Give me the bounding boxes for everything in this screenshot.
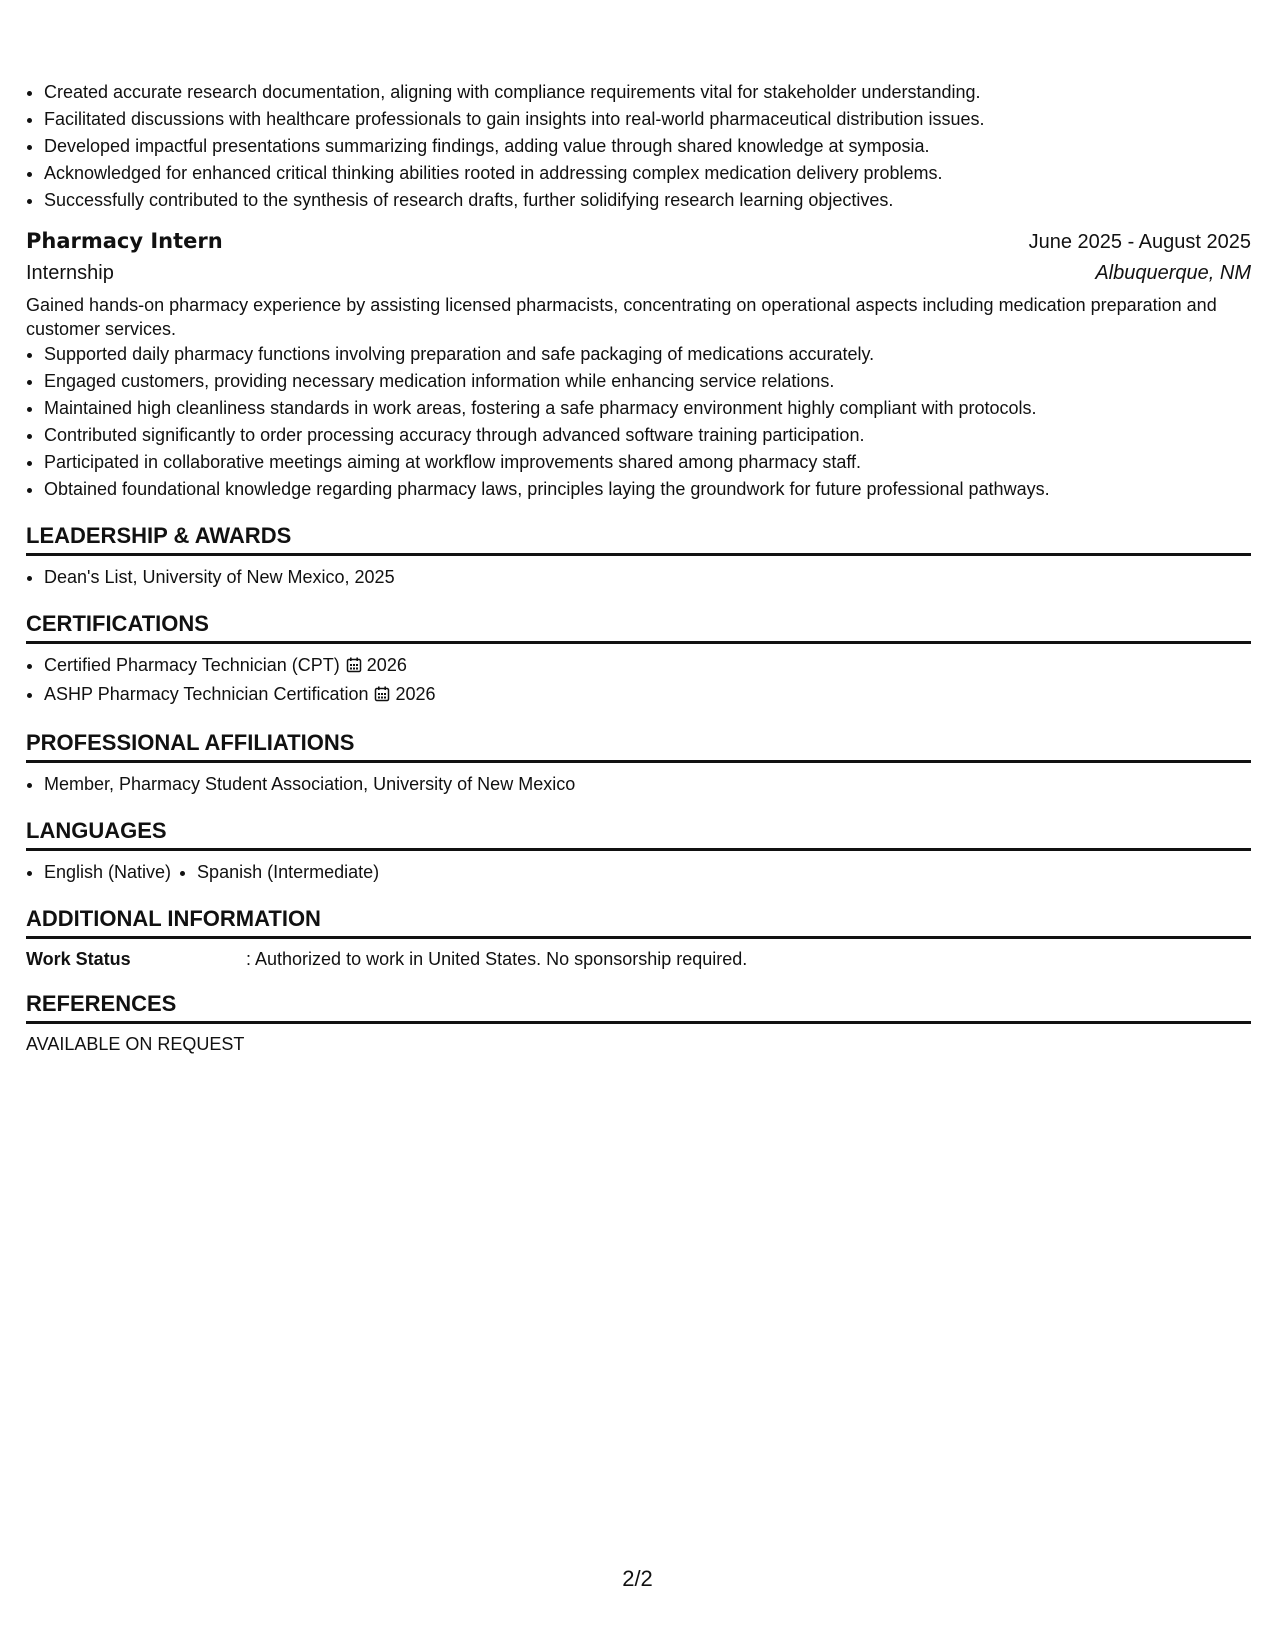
- job-location: Albuquerque, NM: [1095, 262, 1251, 284]
- job-subheader: [26, 259, 1251, 287]
- certifications-list: [26, 652, 1251, 710]
- section-title-additional: ADDITIONAL INFORMATION: [26, 904, 1251, 939]
- list-item: [44, 652, 1251, 681]
- list-item: • Developed impactful presentations summarizing findings, adding value through shared knowledge at symposia.: [44, 133, 1251, 160]
- work-status-label: Work Status: [26, 949, 131, 969]
- list-item: • Successfully contributed to the synthesis of research drafts, further solidifying research learning objectives.: [44, 187, 1251, 214]
- work-status-value: : Authorized to work in United States. No sponsorship required.: [246, 949, 748, 969]
- list-item: [44, 681, 1251, 710]
- list-item: • Engaged customers, providing necessary medication information while enhancing service relations.: [44, 368, 1251, 395]
- certification-year: 2026: [366, 655, 407, 675]
- references-text: AVAILABLE ON REQUEST: [26, 1034, 245, 1054]
- calendar-icon: [374, 683, 390, 710]
- job-bullet-list: [26, 341, 1251, 503]
- job-summary: Gained hands-on pharmacy experience by assisting licensed pharmacists, concentrating on operational aspects including medication preparation and customer services.: [26, 295, 1217, 339]
- list-item: • Participated in collaborative meetings aiming at workflow improvements shared among pharmacy staff.: [44, 449, 1251, 476]
- languages-list: [26, 859, 1251, 886]
- list-item: • Contributed significantly to order processing accuracy through advanced software training participation.: [44, 422, 1251, 449]
- calendar-icon: [346, 654, 362, 681]
- job-dates: June 2025 - August 2025: [1028, 231, 1251, 253]
- job-title: Pharmacy Intern: [26, 229, 223, 253]
- research-bullet-list: [26, 79, 1251, 214]
- list-item: • Spanish (Intermediate): [197, 859, 379, 886]
- list-item: • Created accurate research documentation, aligning with compliance requirements vital for stakeholder understanding.: [44, 79, 1251, 106]
- section-title-references: REFERENCES: [26, 989, 1251, 1024]
- list-item: • Supported daily pharmacy functions involving preparation and safe packaging of medications accurately.: [44, 341, 1251, 368]
- leadership-list: [26, 564, 1251, 591]
- resume-page: [26, 0, 1251, 1056]
- page-number: 2/2: [622, 1566, 653, 1591]
- certification-name: Certified Pharmacy Technician (CPT): [44, 655, 340, 675]
- section-title-certifications: CERTIFICATIONS: [26, 609, 1251, 644]
- list-item: • Acknowledged for enhanced critical thinking abilities rooted in addressing complex medication delivery problems.: [44, 160, 1251, 187]
- list-item: • English (Native): [44, 859, 171, 886]
- certification-name: ASHP Pharmacy Technician Certification: [44, 684, 369, 704]
- list-item: • Dean's List, University of New Mexico, 2025: [44, 564, 1251, 591]
- list-item: • Maintained high cleanliness standards in work areas, fostering a safe pharmacy environment highly compliant with protocols.: [44, 395, 1251, 422]
- certification-year: 2026: [395, 684, 436, 704]
- list-item: • Obtained foundational knowledge regarding pharmacy laws, principles laying the groundwork for future professional pathways.: [44, 476, 1251, 503]
- work-status-row: [26, 947, 1251, 971]
- job-type: Internship: [26, 262, 114, 284]
- section-title-languages: LANGUAGES: [26, 816, 1251, 851]
- section-title-leadership: LEADERSHIP & AWARDS: [26, 521, 1251, 556]
- list-item: • Facilitated discussions with healthcare professionals to gain insights into real-world pharmaceutical distribution issues.: [44, 106, 1251, 133]
- job-header: [26, 226, 1251, 257]
- affiliations-list: [26, 771, 1251, 798]
- list-item: • Member, Pharmacy Student Association, University of New Mexico: [44, 771, 1251, 798]
- section-title-affiliations: PROFESSIONAL AFFILIATIONS: [26, 728, 1251, 763]
